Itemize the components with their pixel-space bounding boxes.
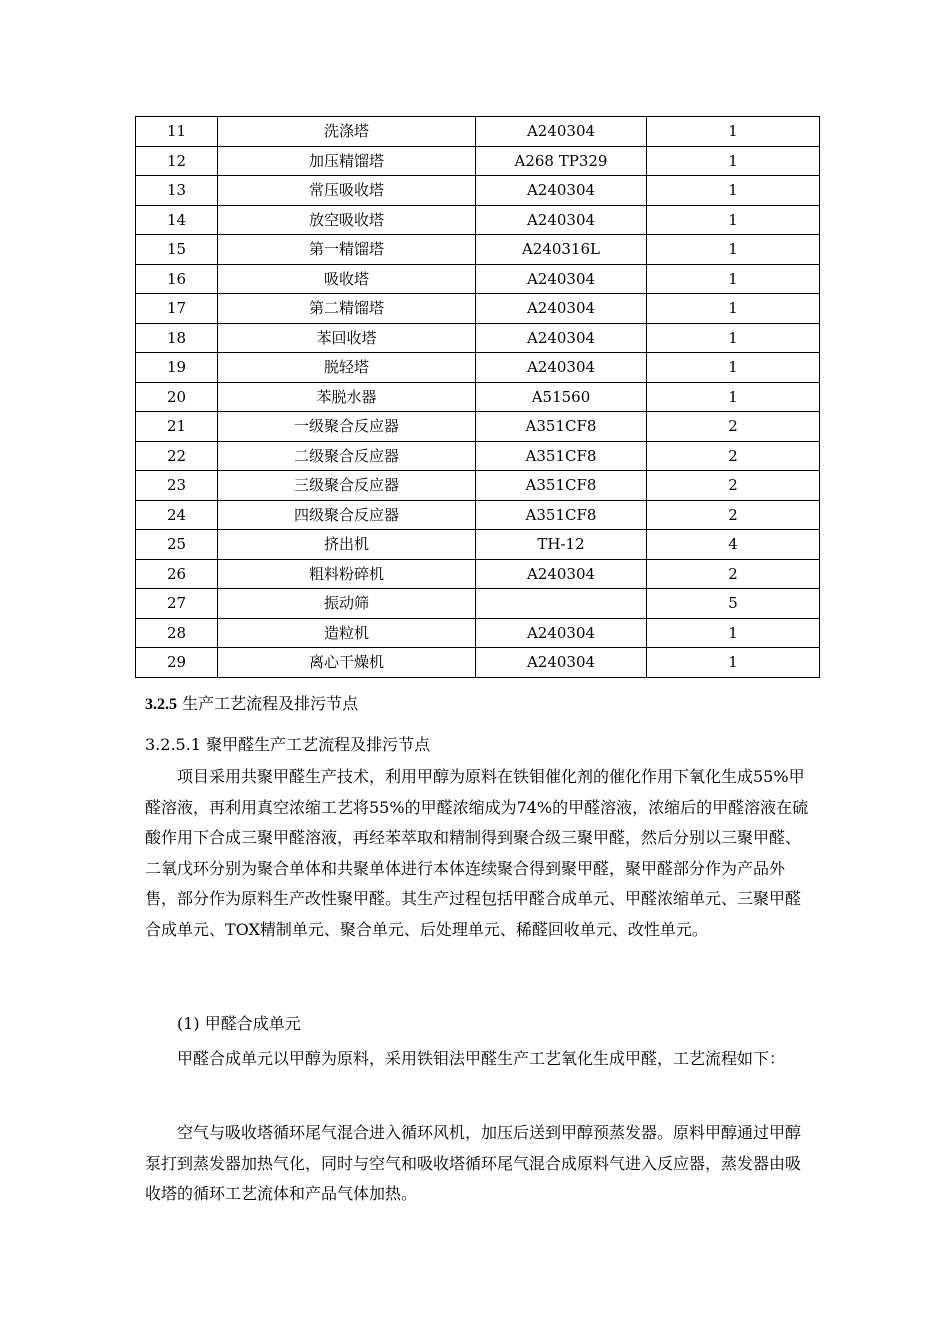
cell-material: A51560	[476, 382, 647, 412]
cell-quantity: 1	[647, 117, 820, 147]
cell-number: 16	[136, 264, 218, 294]
cell-material: A240304	[476, 648, 647, 678]
cell-quantity: 4	[647, 530, 820, 560]
cell-quantity: 1	[647, 264, 820, 294]
cell-equipment-name: 苯脱水器	[218, 382, 476, 412]
cell-number: 26	[136, 559, 218, 589]
cell-material: A240304	[476, 559, 647, 589]
cell-equipment-name: 离心干燥机	[218, 648, 476, 678]
cell-equipment-name: 脱轻塔	[218, 353, 476, 383]
cell-material: A240304	[476, 618, 647, 648]
equipment-table-body	[136, 117, 820, 678]
cell-material: A240316L	[476, 235, 647, 265]
cell-number: 17	[136, 294, 218, 324]
cell-equipment-name: 常压吸收塔	[218, 176, 476, 206]
cell-equipment-name: 放空吸收塔	[218, 205, 476, 235]
section-number: 3.2.5	[145, 696, 177, 713]
cell-quantity: 2	[647, 559, 820, 589]
table-row	[136, 559, 820, 589]
cell-equipment-name: 第二精馏塔	[218, 294, 476, 324]
cell-number: 14	[136, 205, 218, 235]
table-row	[136, 618, 820, 648]
cell-quantity: 2	[647, 500, 820, 530]
table-row	[136, 205, 820, 235]
table-row	[136, 500, 820, 530]
cell-material: A240304	[476, 353, 647, 383]
cell-material: A240304	[476, 323, 647, 353]
cell-quantity: 1	[647, 294, 820, 324]
table-row	[136, 323, 820, 353]
cell-number: 19	[136, 353, 218, 383]
table-row	[136, 294, 820, 324]
table-row	[136, 117, 820, 147]
cell-number: 13	[136, 176, 218, 206]
cell-quantity: 1	[647, 648, 820, 678]
cell-material: A240304	[476, 117, 647, 147]
table-row	[136, 235, 820, 265]
section-title: 生产工艺流程及排污节点	[182, 694, 359, 713]
cell-material: A351CF8	[476, 412, 647, 442]
cell-quantity: 2	[647, 471, 820, 501]
table-row	[136, 176, 820, 206]
cell-material: A240304	[476, 264, 647, 294]
cell-number: 22	[136, 441, 218, 471]
table-row	[136, 471, 820, 501]
table-row	[136, 441, 820, 471]
cell-quantity: 1	[647, 323, 820, 353]
cell-number: 15	[136, 235, 218, 265]
cell-equipment-name: 第一精馏塔	[218, 235, 476, 265]
cell-material: A351CF8	[476, 500, 647, 530]
table-row	[136, 353, 820, 383]
cell-equipment-name: 振动筛	[218, 589, 476, 619]
cell-quantity: 1	[647, 235, 820, 265]
cell-number: 21	[136, 412, 218, 442]
cell-quantity: 1	[647, 618, 820, 648]
cell-number: 25	[136, 530, 218, 560]
intro-paragraph: 项目采用共聚甲醛生产技术，利用甲醇为原料在铁钼催化剂的催化作用下氧化生成55%甲醛溶液，再利用真空浓缩工艺将55%的甲醛浓缩成为74%的甲醛溶液，浓缩后的甲醛溶液在硫酸作用下合成三聚甲醛溶液，再经苯萃取和精制得到聚合级三聚甲醛，然后分别以三聚甲醛、二氧戊环分别为聚合单体和共聚单体进行本体连续聚合得到聚甲醛，聚甲醛部分作为产品外售，部分作为原料生产改性聚甲醛。其生产过程包括甲醛合成单元、甲醛浓缩单元、三聚甲醛合成单元、TOX精制单元、聚合单元、后处理单元、稀醛回收单元、改性单元。	[145, 767, 809, 939]
cell-equipment-name: 挤出机	[218, 530, 476, 560]
section-heading	[145, 692, 358, 717]
cell-quantity: 2	[647, 412, 820, 442]
cell-quantity: 5	[647, 589, 820, 619]
subsection-heading: 3.2.5.1 聚甲醛生产工艺流程及排污节点	[145, 735, 431, 754]
cell-number: 20	[136, 382, 218, 412]
cell-number: 28	[136, 618, 218, 648]
table-row	[136, 146, 820, 176]
cell-number: 12	[136, 146, 218, 176]
cell-equipment-name: 粗料粉碎机	[218, 559, 476, 589]
table-row	[136, 412, 820, 442]
cell-quantity: 1	[647, 382, 820, 412]
cell-number: 29	[136, 648, 218, 678]
cell-material: A240304	[476, 294, 647, 324]
cell-number: 18	[136, 323, 218, 353]
cell-equipment-name: 加压精馏塔	[218, 146, 476, 176]
cell-equipment-name: 洗涤塔	[218, 117, 476, 147]
cell-material: TH-12	[476, 530, 647, 560]
unit-heading: (1) 甲醛合成单元	[177, 1014, 301, 1033]
cell-material	[476, 589, 647, 619]
table-row	[136, 530, 820, 560]
cell-number: 11	[136, 117, 218, 147]
equipment-table	[135, 116, 820, 678]
cell-material: A240304	[476, 176, 647, 206]
cell-equipment-name: 苯回收塔	[218, 323, 476, 353]
cell-number: 23	[136, 471, 218, 501]
cell-quantity: 1	[647, 205, 820, 235]
table-row	[136, 589, 820, 619]
cell-material: A351CF8	[476, 441, 647, 471]
process-paragraph: 空气与吸收塔循环尾气混合进入循环风机，加压后送到甲醇预蒸发器。原料甲醇通过甲醇泵打到蒸发器加热气化，同时与空气和吸收塔循环尾气混合成原料气进入反应器，蒸发器由吸收塔的循环工艺流体和产品气体加热。	[145, 1123, 802, 1203]
table-row	[136, 648, 820, 678]
cell-equipment-name: 吸收塔	[218, 264, 476, 294]
cell-equipment-name: 三级聚合反应器	[218, 471, 476, 501]
cell-material: A240304	[476, 205, 647, 235]
cell-equipment-name: 四级聚合反应器	[218, 500, 476, 530]
cell-quantity: 1	[647, 176, 820, 206]
cell-quantity: 1	[647, 353, 820, 383]
unit-paragraph: 甲醛合成单元以甲醇为原料，采用铁钼法甲醛生产工艺氧化生成甲醛，工艺流程如下：	[177, 1049, 786, 1068]
cell-quantity: 1	[647, 146, 820, 176]
cell-number: 27	[136, 589, 218, 619]
cell-quantity: 2	[647, 441, 820, 471]
cell-number: 24	[136, 500, 218, 530]
cell-equipment-name: 造粒机	[218, 618, 476, 648]
table-row	[136, 264, 820, 294]
cell-equipment-name: 二级聚合反应器	[218, 441, 476, 471]
cell-equipment-name: 一级聚合反应器	[218, 412, 476, 442]
cell-material: A268 TP329	[476, 146, 647, 176]
table-row	[136, 382, 820, 412]
cell-material: A351CF8	[476, 471, 647, 501]
